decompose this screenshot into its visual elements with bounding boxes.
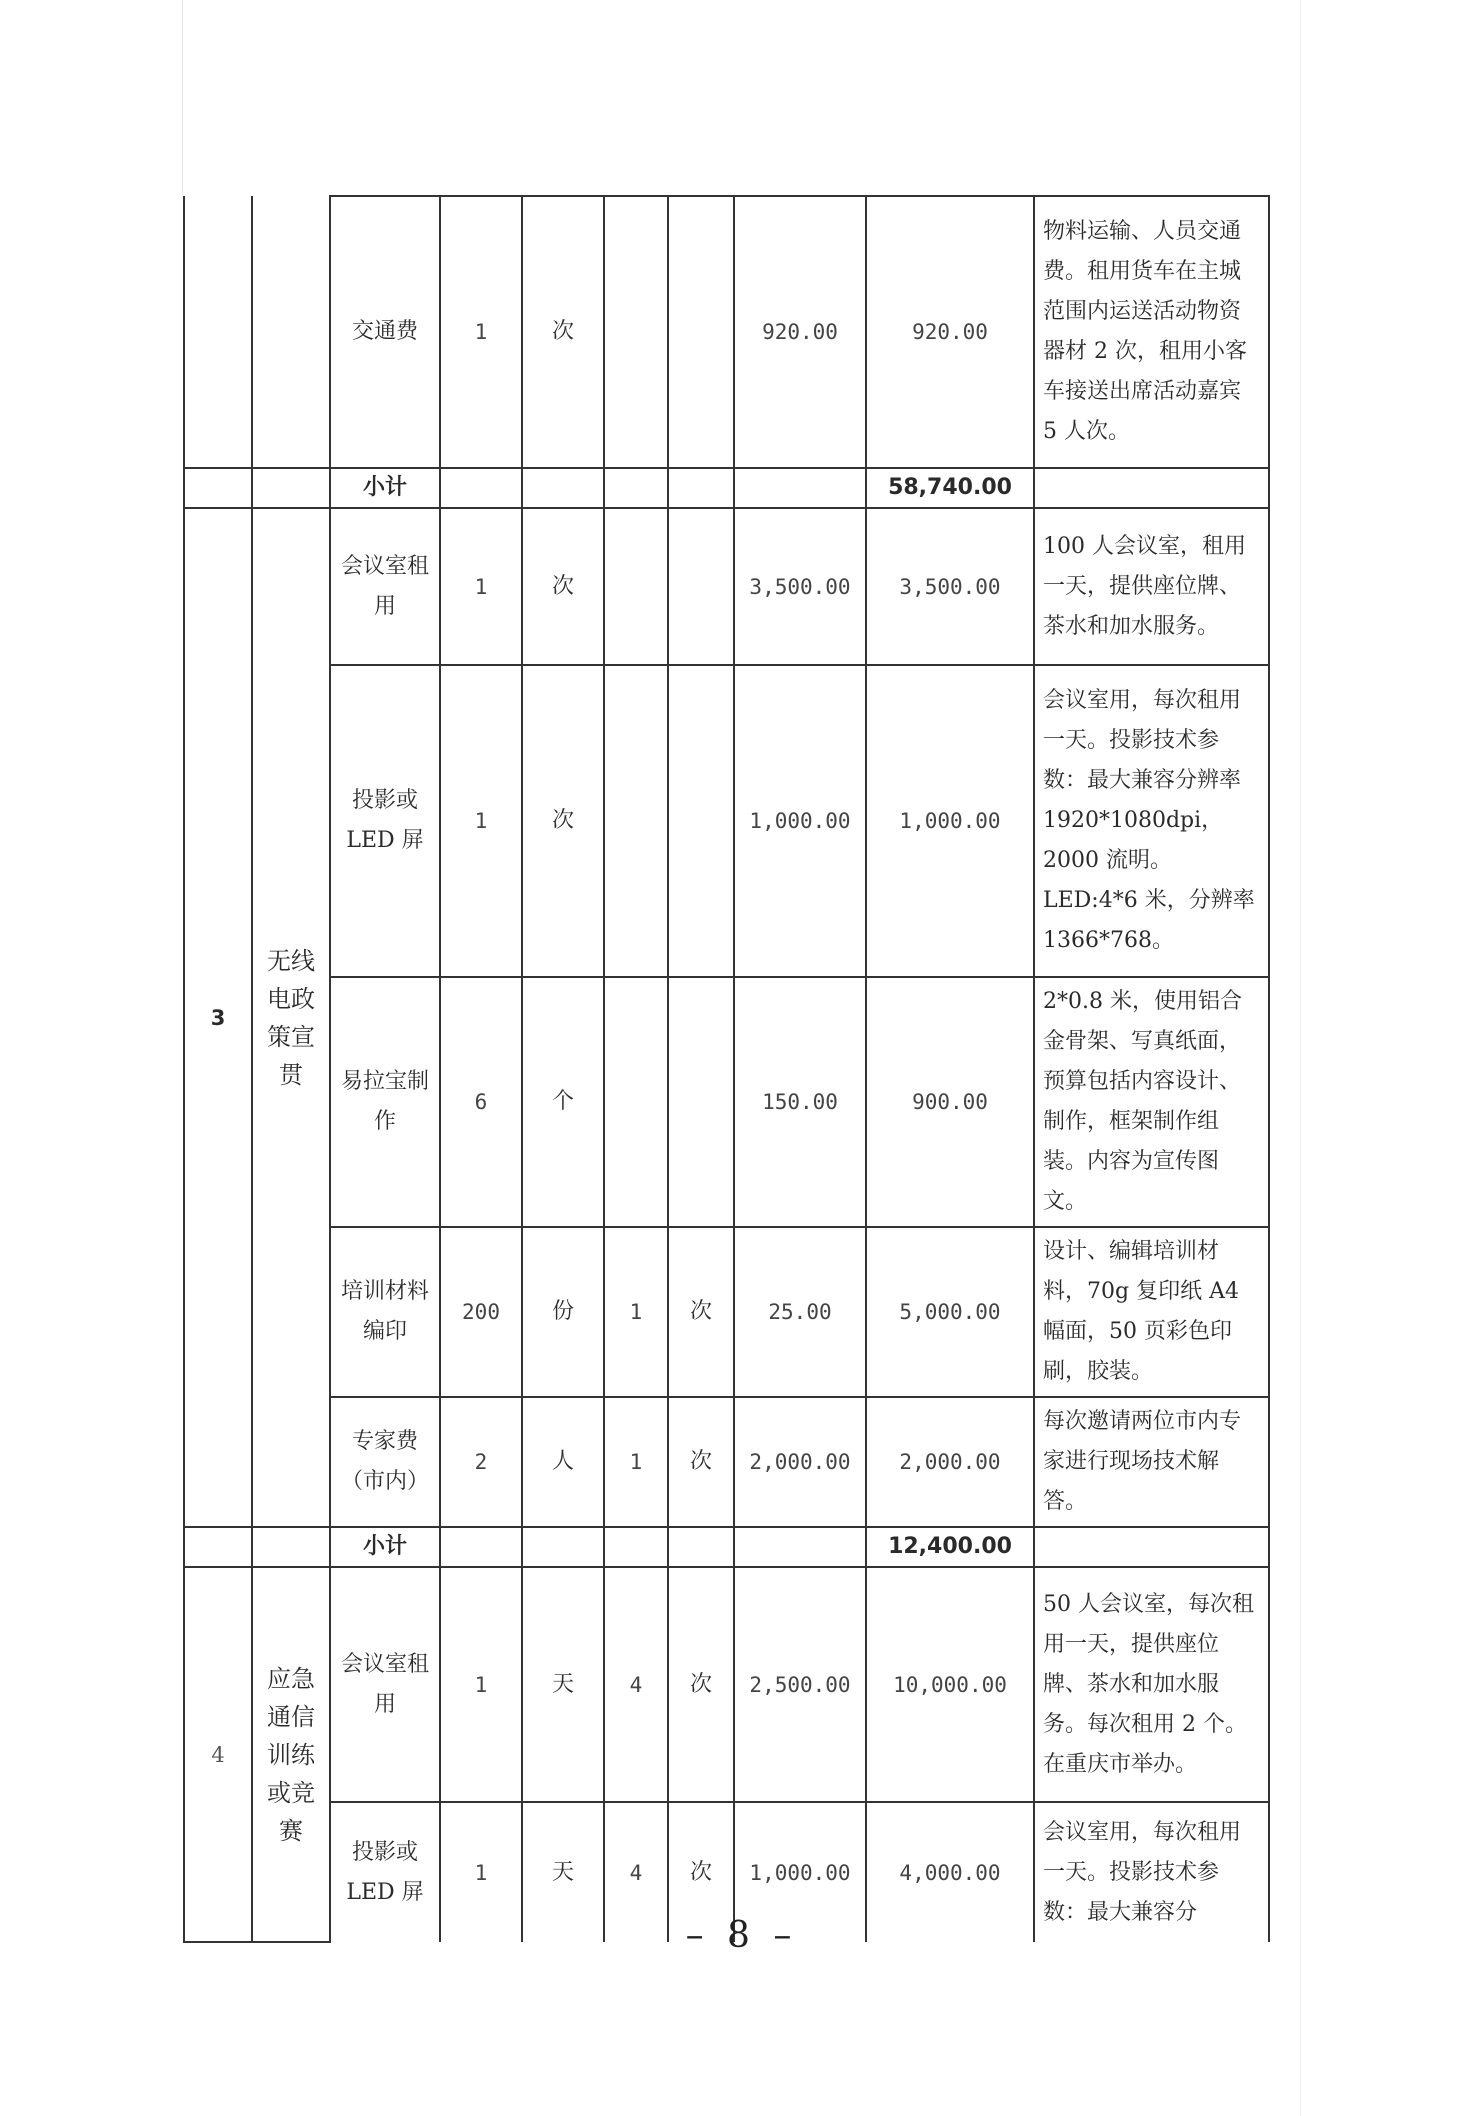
seq-cell [184, 1527, 252, 1567]
amount-cell: 900.00 [866, 977, 1034, 1227]
seq-cell [184, 468, 252, 508]
times-cell: 4 [604, 1802, 668, 1942]
times-unit-cell [668, 977, 734, 1227]
empty-cell [440, 468, 522, 508]
times-unit-cell: 次 [668, 1802, 734, 1942]
qty-cell: 1 [440, 1567, 522, 1802]
price-cell: 25.00 [734, 1227, 866, 1397]
qty-cell: 1 [440, 1802, 522, 1942]
unit-cell: 次 [522, 665, 604, 977]
times-unit-cell: 次 [668, 1227, 734, 1397]
item-cell: 会议室租用 [330, 508, 440, 665]
times-cell: 1 [604, 1227, 668, 1397]
empty-cell [1034, 468, 1269, 508]
qty-cell: 6 [440, 977, 522, 1227]
note-cell: 会议室用，每次租用一天。投影技术参数：最大兼容分 [1034, 1802, 1269, 1942]
empty-cell [734, 468, 866, 508]
empty-cell [604, 1527, 668, 1567]
empty-cell [522, 468, 604, 508]
times-cell: 1 [604, 1397, 668, 1527]
qty-cell: 1 [440, 665, 522, 977]
unit-cell: 天 [522, 1567, 604, 1802]
table-row [184, 1397, 1269, 1527]
item-cell: 培训材料编印 [330, 1227, 440, 1397]
seq-cell: 4 [184, 1567, 252, 1942]
empty-cell [440, 1527, 522, 1567]
amount-cell: 1,000.00 [866, 665, 1034, 977]
amount-cell: 920.00 [866, 196, 1034, 468]
item-cell: 易拉宝制作 [330, 977, 440, 1227]
note-cell: 100 人会议室，租用一天，提供座位牌、茶水和加水服务。 [1034, 508, 1269, 665]
table-row [184, 977, 1269, 1227]
category-cell [252, 196, 330, 468]
category-cell [252, 1527, 330, 1567]
seq-cell: 3 [184, 508, 252, 1527]
budget-table [183, 195, 1270, 1943]
subtotal-label: 小计 [330, 468, 440, 508]
amount-cell: 5,000.00 [866, 1227, 1034, 1397]
subtotal-label: 小计 [330, 1527, 440, 1567]
note-cell: 会议室用，每次租用一天。投影技术参数：最大兼容分辨率 1920*1080dpi，2000 流明。LED:4*6 米，分辨率 1366*768。 [1034, 665, 1269, 977]
empty-cell [668, 468, 734, 508]
page-number: – 8 – [685, 1915, 798, 1956]
price-cell: 1,000.00 [734, 1802, 866, 1942]
note-cell: 物料运输、人员交通费。租用货车在主城范围内运送活动物资器材 2 次，租用小客车接送出席活动嘉宾 5 人次。 [1034, 196, 1269, 468]
price-cell: 2,000.00 [734, 1397, 866, 1527]
qty-cell: 1 [440, 508, 522, 665]
table-row [184, 665, 1269, 977]
scan-artifact-line [182, 0, 183, 195]
empty-cell [1034, 1527, 1269, 1567]
times-unit-cell [668, 665, 734, 977]
item-cell: 交通费 [330, 196, 440, 468]
item-cell: 会议室租用 [330, 1567, 440, 1802]
unit-cell: 人 [522, 1397, 604, 1527]
subtotal-value: 58,740.00 [866, 468, 1034, 508]
times-cell [604, 508, 668, 665]
amount-cell: 2,000.00 [866, 1397, 1034, 1527]
note-cell: 50 人会议室，每次租用一天，提供座位牌、茶水和加水服务。每次租用 2 个。在重庆市举办。 [1034, 1567, 1269, 1802]
unit-cell: 天 [522, 1802, 604, 1942]
times-unit-cell: 次 [668, 1567, 734, 1802]
price-cell: 1,000.00 [734, 665, 866, 977]
item-cell: 专家费（市内） [330, 1397, 440, 1527]
empty-cell [522, 1527, 604, 1567]
table-row [184, 508, 1269, 665]
qty-cell: 1 [440, 196, 522, 468]
times-cell [604, 196, 668, 468]
times-cell [604, 665, 668, 977]
times-unit-cell: 次 [668, 1397, 734, 1527]
subtotal-row [184, 468, 1269, 508]
unit-cell: 次 [522, 196, 604, 468]
amount-cell: 4,000.00 [866, 1802, 1034, 1942]
subtotal-value: 12,400.00 [866, 1527, 1034, 1567]
times-cell: 4 [604, 1567, 668, 1802]
qty-cell: 2 [440, 1397, 522, 1527]
amount-cell: 3,500.00 [866, 508, 1034, 665]
price-cell: 2,500.00 [734, 1567, 866, 1802]
empty-cell [734, 1527, 866, 1567]
price-cell: 920.00 [734, 196, 866, 468]
scan-artifact-line [1300, 0, 1301, 2116]
times-unit-cell [668, 508, 734, 665]
unit-cell: 份 [522, 1227, 604, 1397]
unit-cell: 次 [522, 508, 604, 665]
category-cell: 无线电政策宣贯 [252, 508, 330, 1527]
empty-cell [668, 1527, 734, 1567]
unit-cell: 个 [522, 977, 604, 1227]
price-cell: 3,500.00 [734, 508, 866, 665]
category-cell: 应急通信训练或竞赛 [252, 1567, 330, 1942]
note-cell: 2*0.8 米，使用铝合金骨架、写真纸面，预算包括内容设计、制作，框架制作组装。内容为宣传图文。 [1034, 977, 1269, 1227]
table-row [184, 1567, 1269, 1802]
table-row [184, 1227, 1269, 1397]
price-cell: 150.00 [734, 977, 866, 1227]
qty-cell: 200 [440, 1227, 522, 1397]
times-cell [604, 977, 668, 1227]
times-unit-cell [668, 196, 734, 468]
category-cell [252, 468, 330, 508]
note-cell: 每次邀请两位市内专家进行现场技术解答。 [1034, 1397, 1269, 1527]
table-row [184, 196, 1269, 468]
seq-cell [184, 196, 252, 468]
item-cell: 投影或 LED 屏 [330, 665, 440, 977]
empty-cell [604, 468, 668, 508]
amount-cell: 10,000.00 [866, 1567, 1034, 1802]
note-cell: 设计、编辑培训材料，70g 复印纸 A4 幅面，50 页彩色印刷，胶装。 [1034, 1227, 1269, 1397]
item-cell: 投影或 LED 屏 [330, 1802, 440, 1942]
subtotal-row [184, 1527, 1269, 1567]
